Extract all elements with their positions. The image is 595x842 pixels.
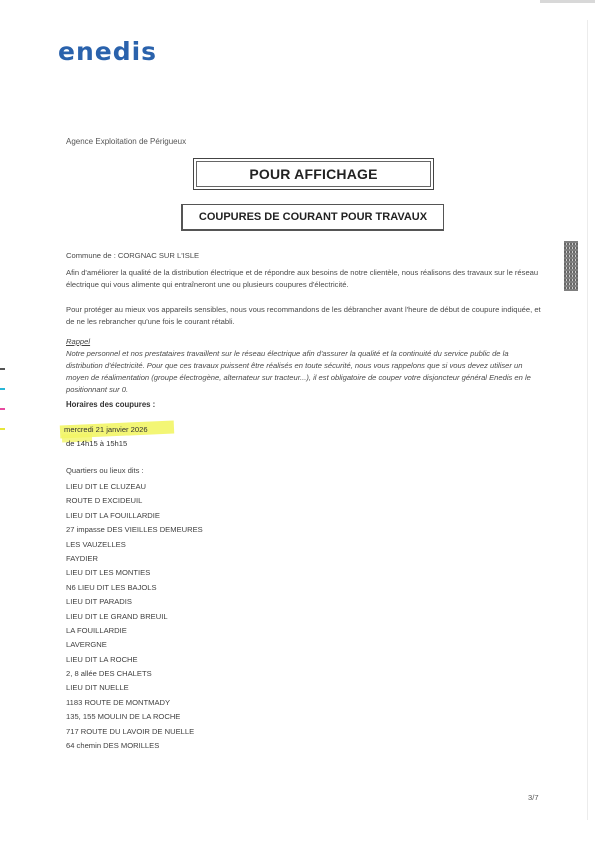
page-number: 3/7	[528, 793, 539, 802]
page-subtitle: COUPURES DE COURANT POUR TRAVAUX	[198, 211, 428, 223]
quartiers-heading: Quartiers ou lieux dits :	[66, 466, 144, 475]
subtitle-box	[181, 204, 444, 231]
intro-paragraph: Afin d'améliorer la qualité de la distribution électrique et de répondre aux besoins de notre clientèle, nous réalisons des travaux sur le réseau électrique qui vous alimente qui entraîneront une ou plusieurs coupures d'électricité.	[66, 268, 539, 289]
location-item: LA FOUILLARDIE	[66, 625, 127, 635]
scan-edge-line	[587, 20, 588, 820]
location-item: LIEU DIT NUELLE	[66, 683, 129, 693]
scan-edge	[540, 0, 595, 3]
scan-mark	[0, 368, 5, 370]
title-box	[193, 158, 434, 190]
scan-mark	[0, 428, 5, 430]
location-item: LIEU DIT LE GRAND BREUIL	[66, 611, 168, 621]
location-item: LIEU DIT LA ROCHE	[66, 654, 138, 664]
svg-text:enedis: enedis	[58, 37, 158, 66]
outage-time: de 14h15 à 15h15	[66, 439, 128, 448]
horaires-heading: Horaires des coupures :	[66, 400, 156, 409]
location-item: 1183 ROUTE DE MONTMADY	[66, 697, 171, 707]
scan-mark	[0, 388, 5, 390]
location-item: LES VAUZELLES	[66, 539, 126, 549]
location-item: 717 ROUTE DU LAVOIR DE NUELLE	[66, 726, 195, 736]
location-item: LIEU DIT LES MONTIES	[66, 568, 151, 578]
location-item: 135, 155 MOULIN DE LA ROCHE	[66, 712, 181, 722]
agency-name: Agence Exploitation de Périgueux	[66, 137, 187, 146]
locations-list	[66, 480, 203, 753]
rappel-heading: Rappel	[66, 337, 91, 346]
rappel-text: Notre personnel et nos prestataires travaillent sur le réseau électrique afin d'assurer la qualité et la continuité du service public de la distribution d'électricité. Pour que ces travaux puissent être réalisés en toute sécurité, nous vous rappelons que si vous devez utiliser un moyen de réalimentation (groupe électrogène, alternateur sur tracteur...), il est obligatoire de couper votre disjoncteur général Enedis en le positionnant sur 0.	[66, 349, 531, 394]
location-item: 27 impasse DES VIEILLES DEMEURES	[66, 525, 203, 535]
protection-paragraph: Pour protéger au mieux vos appareils sensibles, nous vous recommandons de les débrancher avant l'heure de début de coupure indiquée, et de ne les rebrancher qu'une fois le courant rétabli.	[66, 305, 541, 326]
location-item: LAVERGNE	[66, 640, 107, 650]
location-item: LIEU DIT LE CLUZEAU	[66, 482, 147, 491]
location-item: ROUTE D EXCIDEUIL	[66, 496, 143, 506]
location-item: FAYDIER	[66, 553, 98, 563]
datamatrix-code	[564, 241, 578, 291]
location-item: 2, 8 allée DES CHALETS	[66, 669, 152, 679]
enedis-logo	[58, 36, 178, 68]
commune-line: Commune de : CORGNAC SUR L'ISLE	[66, 251, 200, 260]
location-item: LIEU DIT LA FOUILLARDIE	[66, 510, 160, 520]
location-item: N6 LIEU DIT LES BAJOLS	[66, 582, 157, 592]
location-item: 64 chemin DES MORILLES	[66, 741, 160, 751]
page-title: POUR AFFICHAGE	[249, 166, 378, 182]
outage-date: mercredi 21 janvier 2026	[64, 425, 148, 434]
location-item: LIEU DIT PARADIS	[66, 597, 132, 607]
scan-mark	[0, 408, 5, 410]
